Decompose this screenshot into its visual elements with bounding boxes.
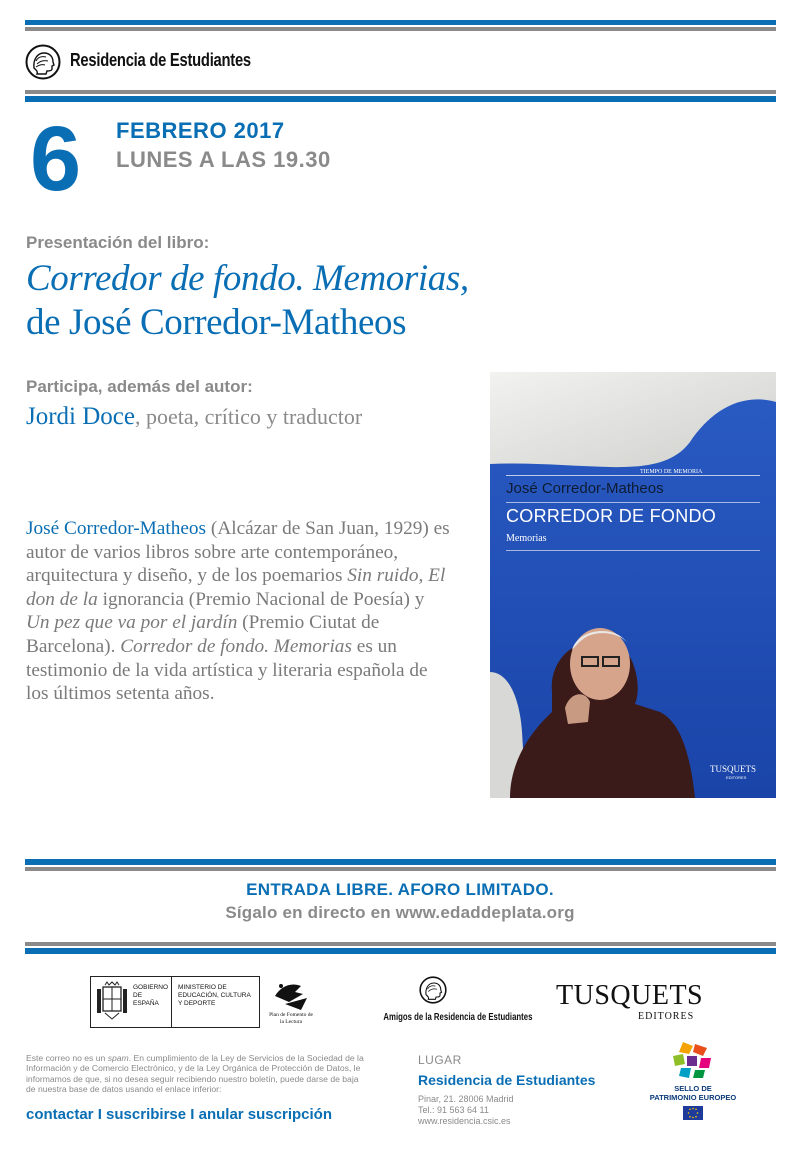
participants-line xyxy=(26,403,362,431)
residencia-logo xyxy=(25,44,61,80)
header-org-name: Residencia de Estudiantes xyxy=(70,50,251,70)
bio-text-3: (Premio Ciutat de Barcelona). xyxy=(26,612,380,657)
cover-rule-top xyxy=(506,475,760,476)
header-rule-grey xyxy=(25,90,776,94)
tusquets-sub: EDITORES xyxy=(638,1011,695,1022)
disclaimer-pre: Este correo no es un xyxy=(26,1053,108,1063)
footer-rule-blue-top xyxy=(25,859,776,865)
link-separator-2: I xyxy=(190,1106,195,1123)
venue-address: Pinar, 21. 28006 Madrid xyxy=(418,1094,514,1104)
sello-line2: PATRIMONIO EUROPEO xyxy=(649,1093,737,1102)
cover-publisher-sub: EDITORES xyxy=(726,775,747,780)
top-rule-blue xyxy=(25,20,776,25)
venue-phone: Tel.: 91 563 64 11 xyxy=(418,1105,489,1115)
disclaimer xyxy=(26,1053,370,1095)
top-rule-grey xyxy=(25,27,776,31)
participants-label: Participa, además del autor: xyxy=(26,377,253,396)
tusquets-name: TUSQUETS xyxy=(556,980,704,1011)
venue-label: LUGAR xyxy=(418,1053,462,1067)
participant-name: Jordi Doce xyxy=(26,403,135,430)
sello-patrimonio-logo xyxy=(640,1040,746,1122)
bio-italic-3: Corredor de fondo. Memorias xyxy=(120,635,352,657)
bio-text-1: (Alcázar de San Juan, 1929) es autor de varios libros sobre arte contemporáneo, arquitectura y diseño, y de los poemarios xyxy=(26,518,450,587)
disclaimer-spam: spam xyxy=(107,1053,129,1063)
event-weekday-time: LUNES A LAS 19.30 xyxy=(116,147,331,172)
amigos-logo xyxy=(366,976,533,1028)
subscribe-link[interactable]: suscribirse xyxy=(106,1106,187,1123)
sello-line1: SELLO DE xyxy=(674,1084,712,1093)
cover-rule-bottom xyxy=(506,550,760,551)
footer-rule-grey-top xyxy=(25,867,776,871)
header-rule-blue xyxy=(25,96,776,102)
event-month-year: FEBRERO 2017 xyxy=(116,118,285,143)
venue-web[interactable]: www.residencia.csic.es xyxy=(418,1116,511,1126)
ministerio-text: MINISTERIO DE EDUCACIÓN, CULTURA Y DEPORTE xyxy=(178,984,251,1007)
book-author-line: de José Corredor-Matheos xyxy=(26,302,407,343)
cover-title: CORREDOR DE FONDO xyxy=(506,506,717,526)
cover-series: TIEMPO DE MEMORIA xyxy=(640,469,703,475)
event-day: 6 xyxy=(30,108,82,210)
entry-notice: ENTRADA LIBRE. AFORO LIMITADO. xyxy=(246,880,554,899)
footer-rule-grey-bottom xyxy=(25,942,776,946)
plan-fomento-logo xyxy=(268,976,314,1030)
head-profile-icon xyxy=(25,44,61,80)
eu-flag-icon xyxy=(683,1106,703,1120)
presentation-label: Presentación del libro: xyxy=(26,233,210,252)
book-cover-illustration xyxy=(490,372,776,798)
tusquets-logo xyxy=(556,980,704,1026)
footer-links xyxy=(26,1106,332,1123)
heritage-flower-icon xyxy=(669,1040,715,1080)
venue-name: Residencia de Estudiantes xyxy=(418,1072,596,1088)
disclaimer-post: . En cumplimiento de la Ley de Servicios de la Sociedad de la Información y de Comercio Electrónico, y de la Ley Orgánica de Protección de Datos, le informamos de que, si no desea seguir recibiendo nuestro boletín, puede darse de baja de nuestra base de datos usando el enlace inferior: xyxy=(26,1053,364,1095)
plan-fomento-text: Plan de Fomento de la Lectura xyxy=(269,1012,313,1025)
link-separator-1: I xyxy=(97,1106,102,1123)
logo-divider xyxy=(171,977,172,1027)
bio-italic-1: Sin ruido, El don de la xyxy=(26,565,446,610)
author-bio xyxy=(26,517,451,706)
reading-bird-icon xyxy=(271,976,311,1012)
bio-text-4: es un testimonio de la vida artística y literaria española de los últimos setenta años. xyxy=(26,635,428,705)
contact-link[interactable]: contactar xyxy=(26,1106,94,1123)
livestream-notice: Sígalo en directo en www.edaddeplata.org xyxy=(225,903,575,922)
amigos-text: Amigos de la Residencia de Estudiantes xyxy=(383,1011,533,1023)
bio-text-2: ignorancia (Premio Nacional de Poesía) y xyxy=(97,588,425,610)
cover-rule-mid xyxy=(506,502,760,503)
bio-author-name: José Corredor-Matheos xyxy=(26,518,207,539)
unsubscribe-link[interactable]: anular suscripción xyxy=(198,1106,332,1123)
participant-role: , poeta, crítico y traductor xyxy=(135,404,363,429)
gobierno-text: GOBIERNO DE ESPAÑA xyxy=(133,984,169,1007)
cover-publisher: TUSQUETS xyxy=(710,764,757,774)
book-title: Corredor de fondo. Memorias, xyxy=(26,258,469,299)
head-profile-icon xyxy=(419,976,447,1004)
cover-subtitle: Memorias xyxy=(506,533,547,544)
footer-rule-blue-bottom xyxy=(25,948,776,954)
cover-author: José Corredor-Matheos xyxy=(506,480,664,497)
coat-of-arms-icon xyxy=(95,981,129,1021)
book-cover xyxy=(490,372,776,798)
gobierno-logo xyxy=(90,976,260,1028)
bio-italic-2: Un pez que va por el jardín xyxy=(26,612,238,634)
